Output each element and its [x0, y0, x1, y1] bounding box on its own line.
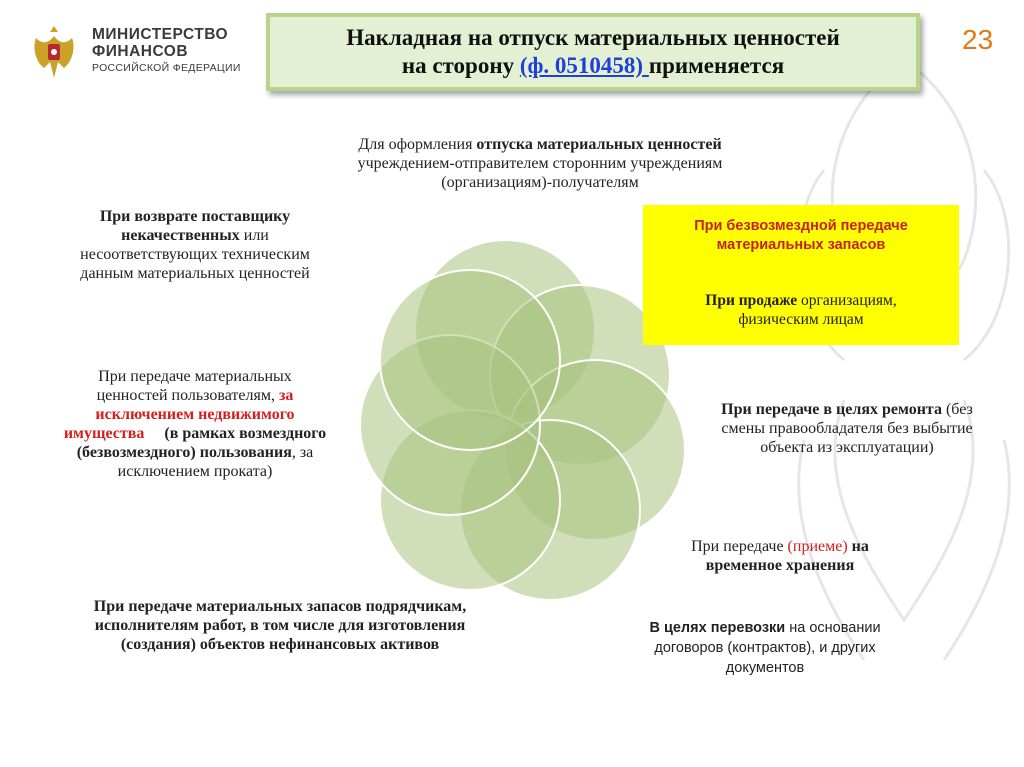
item-bottom-left-line1: При передаче материальных запасов подрядчикам, — [93, 598, 467, 615]
item-bottom-left-line2: исполнителям работ, в том числе для изготовления — [94, 617, 466, 634]
form-code-link[interactable]: (ф. 0510458) — [519, 53, 649, 78]
item-left-top-rest1: или — [239, 227, 269, 244]
item-bottom-left — [10, 597, 550, 654]
page-number: 23 — [962, 24, 994, 55]
item-left-mid-line2-red: за — [278, 387, 294, 404]
highlight-line3-bold: При продаже — [705, 292, 798, 309]
highlight-box — [643, 205, 959, 345]
item-right-mid-line1-rest: (без — [941, 401, 973, 418]
item-left-mid-line5-bold: (безвозмездного) пользования — [76, 444, 292, 461]
item-top-bold: отпуска материальных ценностей — [476, 136, 722, 153]
item-left-mid-line6: исключением проката) — [117, 463, 273, 480]
highlight-line1: При безвозмездной передаче — [694, 218, 908, 234]
item-left-top — [30, 207, 360, 283]
item-right-mid-line2: смены правообладателя без выбытие — [721, 420, 973, 437]
title-line1: Накладная на отпуск материальных ценностей — [346, 25, 840, 50]
item-left-mid-line4-bold: (в рамках возмездного — [144, 425, 327, 442]
item-bottom-left-line3: (создания) объектов нефинансовых активов — [120, 636, 440, 653]
highlight-line2: материальных запасов — [716, 237, 886, 253]
item-right-low-bold: на — [847, 538, 869, 555]
item-top-line2: учреждением-отправителем сторонним учреждениям — [357, 155, 723, 172]
highlight-line3-rest: организациям, — [797, 292, 897, 309]
item-left-mid-line3: исключением недвижимого — [95, 406, 295, 423]
petal-7 — [380, 270, 560, 450]
item-right-low-line2: временное хранения — [705, 557, 855, 574]
item-left-top-bold1: При возврате поставщику — [99, 208, 291, 225]
item-left-mid-line4-red: имущества — [63, 425, 145, 442]
item-bottom-right — [610, 618, 920, 678]
item-bottom-right-line2: договоров (контрактов), и других — [654, 640, 876, 656]
item-left-top-line3: несоответствующих техническим — [80, 246, 310, 263]
item-top-pre: Для оформления — [358, 136, 477, 153]
item-left-top-line4: данным материальных ценностей — [80, 265, 310, 282]
item-left-mid-line5-rest: , за — [291, 444, 314, 461]
ministry-name-line1: МИНИСТЕРСТВО — [92, 26, 229, 43]
highlight-line4: физическим лицам — [738, 311, 864, 328]
item-right-low-pre: При передаче — [691, 538, 788, 555]
title-line2-pre: на сторону — [401, 53, 520, 78]
item-left-mid — [20, 367, 370, 481]
item-top-line3: (организациям)-получателям — [441, 174, 639, 191]
slide-title — [266, 13, 920, 91]
ministry-logo — [30, 22, 260, 84]
item-left-mid-line1: При передаче материальных — [98, 368, 292, 385]
item-right-mid — [672, 400, 1022, 457]
emblem-watermark-icon — [784, 20, 1024, 720]
item-left-mid-line2-pre: ценностей пользователям, — [96, 387, 279, 404]
item-right-mid-bold: При передаче в целях ремонта — [721, 401, 942, 418]
title-line2 — [402, 52, 784, 80]
item-right-mid-line3: объекта из эксплуатации) — [760, 439, 934, 456]
ministry-name-line2: ФИНАНСОВ — [92, 43, 189, 60]
item-bottom-right-line3: документов — [725, 660, 805, 676]
item-left-top-bold2: некачественных — [121, 227, 240, 244]
item-right-low — [650, 537, 910, 575]
item-bottom-right-bold: В целях перевозки — [649, 620, 786, 636]
coat-of-arms-icon — [30, 22, 78, 82]
ministry-name-line3: РОССИЙСКОЙ ФЕДЕРАЦИИ — [92, 62, 241, 74]
item-right-low-red: (приеме) — [787, 538, 848, 555]
title-line2-post: применяется — [648, 53, 785, 78]
item-bottom-right-line1-rest: на основании — [785, 620, 881, 636]
item-top — [270, 135, 810, 192]
